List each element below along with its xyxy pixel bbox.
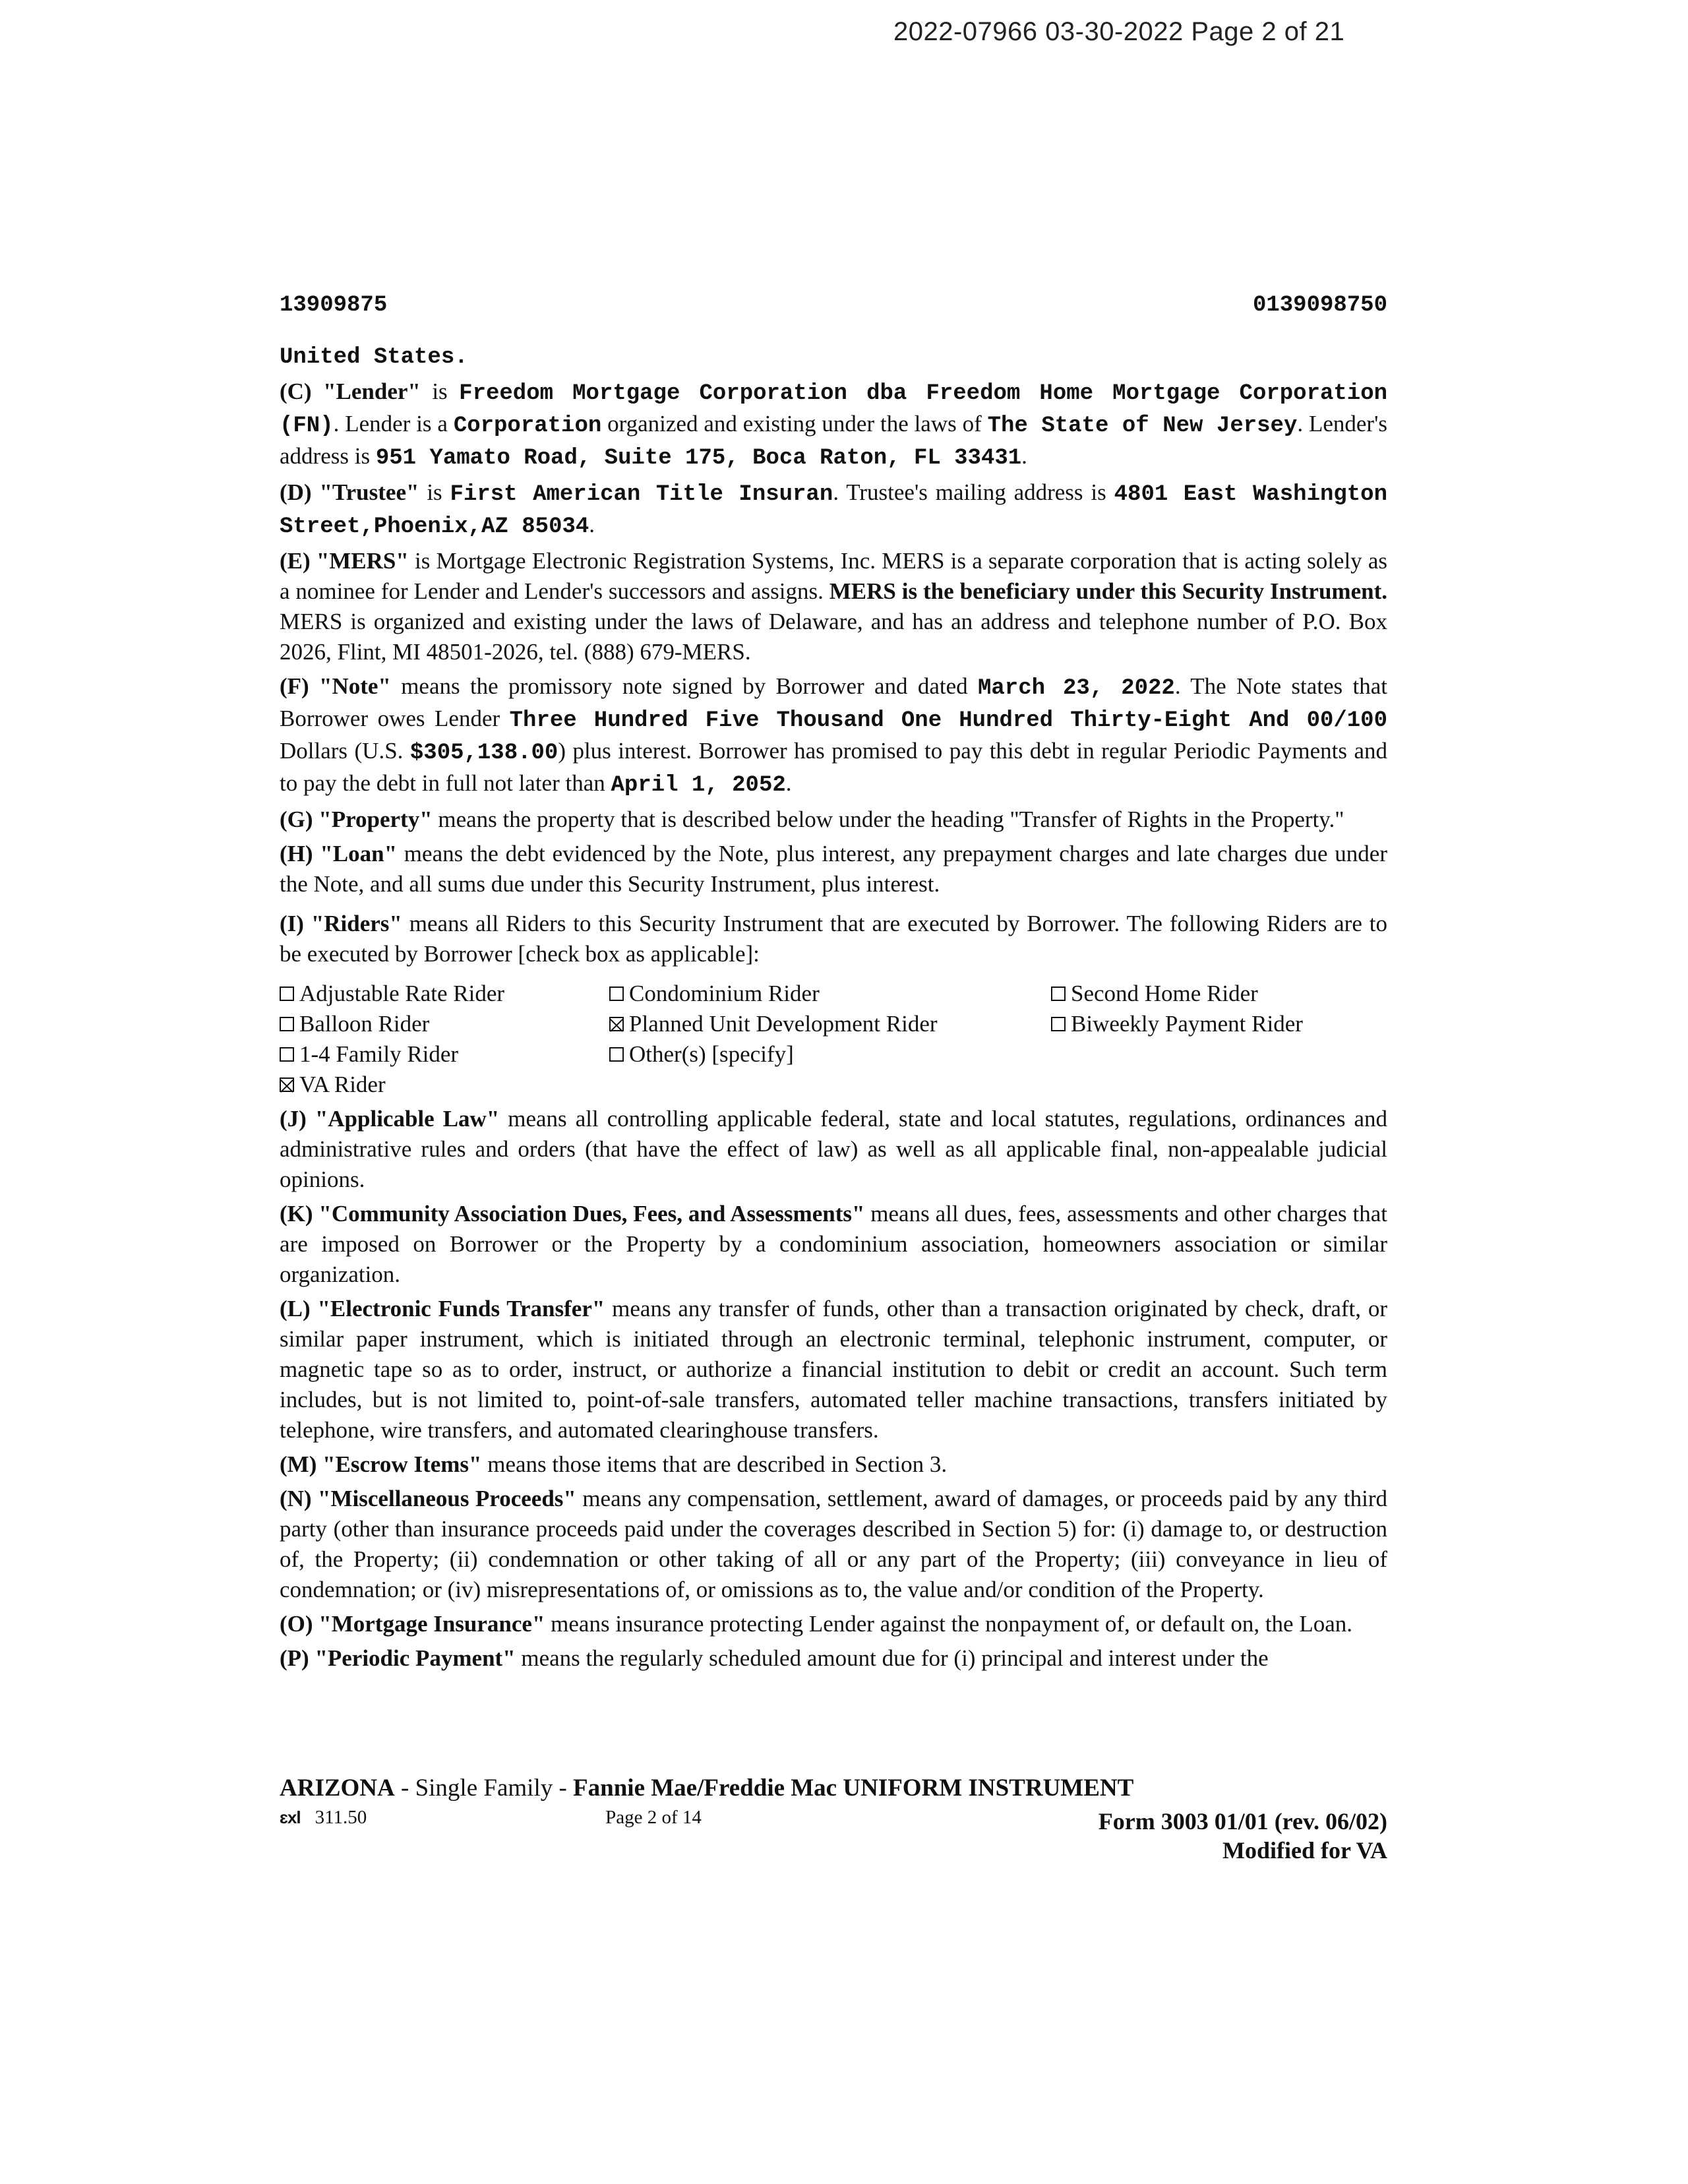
section-mortgage-insurance: (O) "Mortgage Insurance" means insurance protecting Lender against the nonpayment of, or default on, the Loan. [280,1611,1352,1637]
checkbox-icon[interactable] [609,1017,624,1031]
section-lender: (C) "Lender" is Freedom Mortgage Corporation dba Freedom Home Mortgage Corporation (FN). Lender is a Corporation organized and existing under the laws of The State of New Jersey. Lender's address is 951 Yamato Road, Suite 175, Boca Raton, FL 33431. [280,379,1388,471]
rider-second-home[interactable]: Second Home Rider [1051,979,1387,1009]
checkbox-icon[interactable] [609,1047,624,1062]
intro-line: United States. [280,345,468,370]
section-mers: (E) "MERS" is Mortgage Electronic Registration Systems, Inc. MERS is a separate corporation that is acting solely as a nominee for Lender and Lender's successors and assigns. MERS is the beneficiary under this Security Instrument. MERS is organized and existing under the laws of Delaware, and has an address and telephone number of P.O. Box 2026, Flint, MI 48501-2026, tel. (888) 679-MERS. [280,548,1387,665]
rider-condominium[interactable]: Condominium Rider [609,979,1051,1009]
rider-1-4-family[interactable]: 1-4 Family Rider [280,1039,609,1070]
rider-adjustable-rate[interactable]: Adjustable Rate Rider [280,979,609,1009]
checkbox-icon[interactable] [280,986,294,1001]
checkbox-icon[interactable] [280,1047,294,1062]
rider-other[interactable]: Other(s) [specify] [609,1039,1051,1070]
recording-stamp: 2022-07966 03-30-2022 Page 2 of 21 [893,17,1345,46]
rider-empty-cell [1051,1039,1387,1070]
form-code: ɛxl 311.50 [280,1807,367,1828]
ellie-mae-logo-icon: ɛxl [280,1807,301,1827]
rider-balloon[interactable]: Balloon Rider [280,1009,609,1039]
instrument-title: ARIZONA - Single Family - Fannie Mae/Freddie Mac UNIFORM INSTRUMENT [280,1774,1134,1802]
form-number: Form 3003 01/01 (rev. 06/02) Modified for VA [1098,1808,1387,1864]
riders-checklist [280,979,1387,1100]
page-footer [280,1774,1387,1865]
section-misc-proceeds: (N) "Miscellaneous Proceeds" means any compensation, settlement, award of damages, or proceeds paid by any third party (other than insurance proceeds paid under the coverages described in Section 5) for: (i) damage to, or destruction of, the Property; (ii) condemnation or other taking of all or any part of the Property; (iii) conveyance in lieu of condemnation; or (iv) misrepresentations of, or omissions as to, the value and/or condition of the Property. [280,1486,1387,1602]
checkbox-icon[interactable] [1051,986,1066,1001]
rider-planned-unit-development[interactable]: Planned Unit Development Rider [609,1009,1051,1039]
section-riders: (I) "Riders" means all Riders to this Security Instrument that are executed by Borrower. The following Riders are to be executed by Borrower [check box as applicable]: [280,911,1387,967]
section-loan: (H) "Loan" means the debt evidenced by the Note, plus interest, any prepayment charges and late charges due under the Note, and all sums due under this Security Instrument, plus interest. [280,841,1387,897]
section-periodic-payment: (P) "Periodic Payment" means the regularly scheduled amount due for (i) principal and interest under the [280,1645,1269,1671]
rider-biweekly-payment[interactable]: Biweekly Payment Rider [1051,1009,1387,1039]
section-trustee: (D) "Trustee" is First American Title Insuran. Trustee's mailing address is 4801 East Washington Street,Phoenix,AZ 85034. [280,479,1387,539]
page-number: Page 2 of 14 [605,1807,702,1828]
min-number: 0139098750 [1252,293,1387,318]
section-applicable-law: (J) "Applicable Law" means all controlling applicable federal, state and local statutes, regulations, ordinances and administrative rules and orders (that have the effect of law) as well as all applicable final, non-appealable judicial opinions. [280,1106,1387,1192]
section-community-association: (K) "Community Association Dues, Fees, and Assessments" means all dues, fees, assessments and other charges that are imposed on Borrower or the Property by a condominium association, homeowners association or similar organization. [280,1201,1387,1287]
checkbox-icon[interactable] [609,986,624,1001]
checkbox-icon[interactable] [1051,1017,1066,1031]
checkbox-icon[interactable] [280,1077,294,1092]
rider-va[interactable]: VA Rider [280,1070,609,1100]
section-escrow-items: (M) "Escrow Items" means those items that are described in Section 3. [280,1451,948,1477]
checkbox-icon[interactable] [280,1017,294,1031]
loan-ids [280,290,1387,320]
section-note: (F) "Note" means the promissory note signed by Borrower and dated March 23, 2022. The Note states that Borrower owes Lender Three Hundred Five Thousand One Hundred Thirty-Eight And 00/100 Dollars (U.S. $305,138.00) plus interest. Borrower has promised to pay this debt in regular Periodic Payments and to pay the debt in full not later than April 1, 2052. [280,673,1387,798]
document-page [280,290,1387,1678]
loan-number: 13909875 [280,293,388,318]
section-property: (G) "Property" means the property that is described below under the heading "Transfer of Rights in the Property." [280,806,1344,832]
section-electronic-funds: (L) "Electronic Funds Transfer" means any transfer of funds, other than a transaction originated by check, draft, or similar paper instrument, which is initiated through an electronic terminal, telephonic instrument, computer, or magnetic tape so as to order, instruct, or authorize a financial institution to debit or credit an account. Such term includes, but is not limited to, point-of-sale transfers, automated teller machine transactions, transfers initiated by telephone, wire transfers, and automated clearinghouse transfers. [280,1296,1388,1443]
